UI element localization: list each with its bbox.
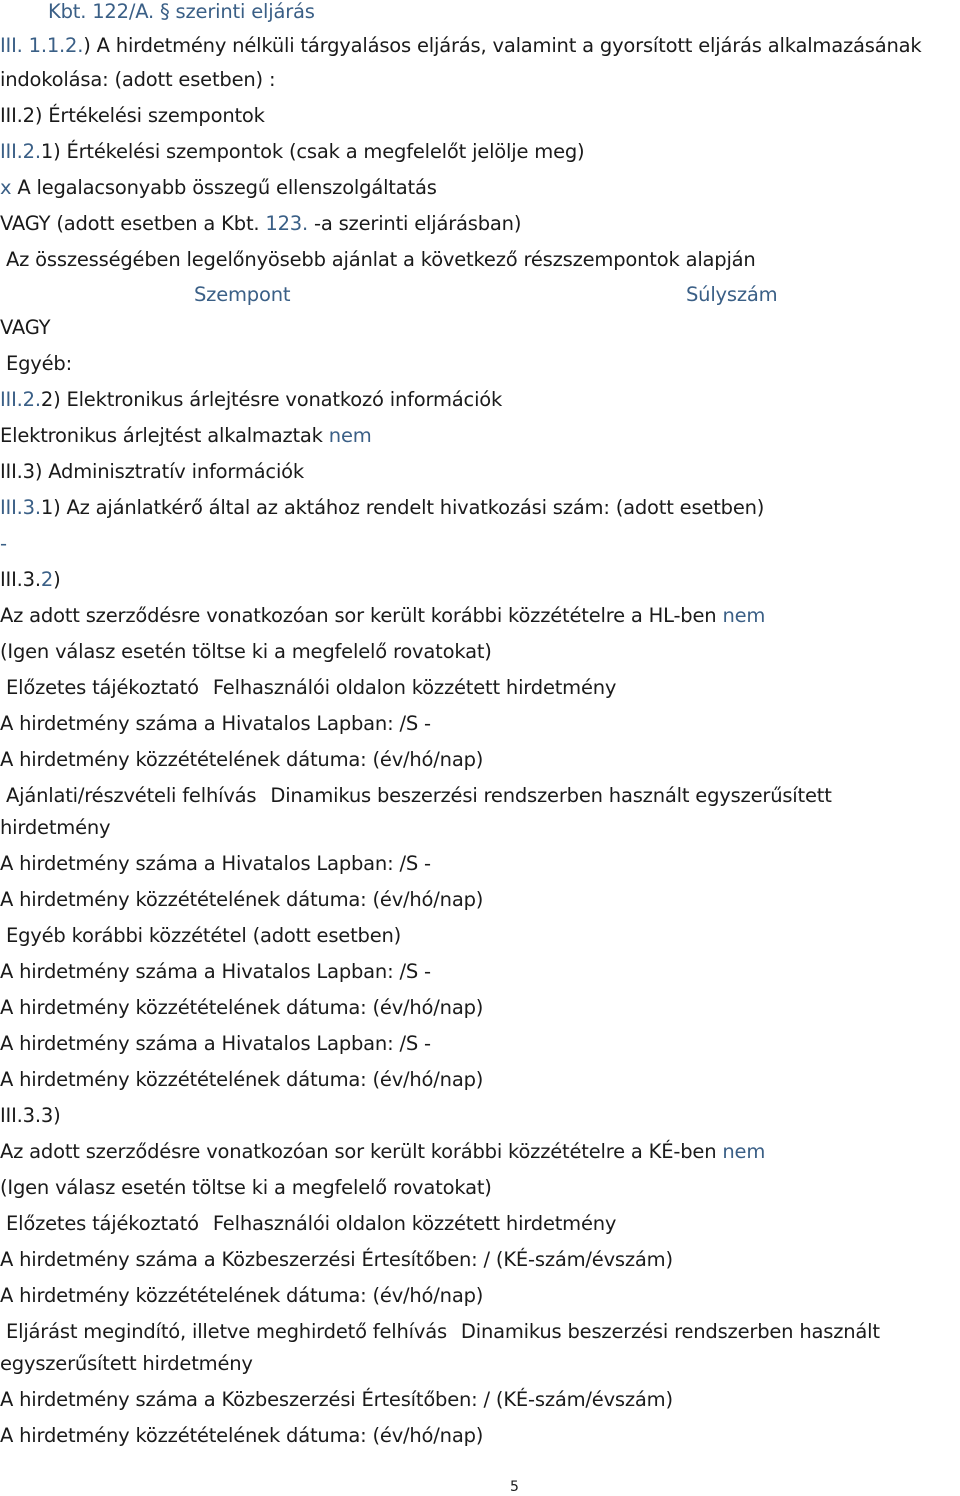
ke-notice-date-2: A hirdetmény közzétételének dátuma: (év/hó/nap) [0,1424,484,1447]
hl-notice-number-4: A hirdetmény száma a Hivatalos Lapban: /S - [0,1032,431,1055]
other-label: Egyéb: [6,352,72,375]
section-3-1-text: 1) Az ajánlatkérő által az aktához rendelt hivatkozási szám: (adott esetben) [40,496,765,519]
hl-answer: nem [722,604,766,627]
vagy-label: VAGY [0,316,51,339]
page-number: 5 [510,1479,519,1495]
section-1-1-2-number: III. 1.1.2. [0,34,84,57]
hl-question [0,604,765,628]
option-lowest-price [0,176,437,200]
ke-call-options [0,1316,930,1380]
hl-other-option: Egyéb korábbi közzététel (adott esetben) [6,924,402,947]
vagy-line [0,212,521,236]
ke-dps-option: Dinamikus beszerzési rendszerben használt egyszerűsített hirdetmény [0,1320,880,1375]
ke-prior-options [6,1212,616,1236]
section-sign-icon: § [160,0,170,23]
section-2-title: III.2) Értékelési szempontok [0,104,265,127]
ke-call-option: Eljárást megindító, illetve meghirdető felhívás [6,1320,447,1343]
ke-notice-number: A hirdetmény száma a Közbeszerzési Értesítőben: / (KÉ-szám/évszám) [0,1248,673,1271]
vagy-suffix: -a szerinti eljárásban) [308,212,522,235]
column-weight: Súlyszám [686,283,778,306]
section-3-3-title: III.3.3) [0,1104,61,1127]
reference-number-value: - [0,532,7,555]
hl-notice-number-2: A hirdetmény száma a Hivatalos Lapban: /S - [0,852,431,875]
ke-prior-info-option: Előzetes tájékoztató [6,1212,199,1235]
section-3-1-heading [0,496,764,520]
e-auction-label: Elektronikus árlejtést alkalmaztak [0,424,329,447]
option-lowest-price-label: A legalacsonyabb összegű ellenszolgáltatás [17,176,437,199]
ke-answer: nem [722,1140,766,1163]
hl-call-option: Ajánlati/részvételi felhívás [6,784,257,807]
ke-notice-date: A hirdetmény közzétételének dátuma: (év/hó/nap) [0,1284,484,1307]
option-best-value: Az összességében legelőnyösebb ajánlat a következő részszempontok alapján [6,248,756,271]
ke-hint: (Igen válasz esetén töltse ki a megfelelő rovatokat) [0,1176,492,1199]
hl-question-text: Az adott szerződésre vonatkozóan sor került korábbi közzétételre a HL-ben [0,604,723,627]
e-auction-value: nem [328,424,372,447]
hl-dps-option: Dinamikus beszerzési rendszerben használt egyszerűsített hirdetmény [0,784,832,839]
section-2-2-number: III.2. [0,388,41,411]
checked-mark: x [0,176,12,199]
column-criterion: Szempont [194,283,291,306]
section-1-1-2-cont: indokolása: (adott esetben) : [0,68,276,91]
section-2-1-heading [0,140,584,164]
ke-notice-number-2: A hirdetmény száma a Közbeszerzési Értesítőben: / (KÉ-szám/évszám) [0,1388,673,1411]
section-2-1-number: III.2. [0,140,41,163]
vagy-prefix: VAGY (adott esetben a Kbt. [0,212,266,235]
hl-buyer-profile-option: Felhasználói oldalon közzétett hirdetmény [212,676,617,699]
hl-notice-date-3: A hirdetmény közzétételének dátuma: (év/hó/nap) [0,996,484,1019]
header-line [48,0,315,24]
hl-notice-number-3: A hirdetmény száma a Hivatalos Lapban: /S - [0,960,431,983]
vagy-number: 123. [265,212,309,235]
header-suffix: szerinti eljárás [169,0,315,23]
header-prefix: Kbt. 122/A. [48,0,160,23]
section-2-2-text: 2) Elektronikus árlejtésre vonatkozó információk [40,388,503,411]
ke-question-text: Az adott szerződésre vonatkozóan sor került korábbi közzétételre a KÉ-ben [0,1140,723,1163]
e-auction-line [0,424,372,448]
ke-buyer-profile-option: Felhasználói oldalon közzétett hirdetmény [212,1212,617,1235]
ke-question [0,1140,765,1164]
section-3-1-number: III.3. [0,496,41,519]
section-1-1-2-text: ) A hirdetmény nélküli tárgyalásos eljárás, valamint a gyorsított eljárás alkalmazásának [83,34,922,57]
hl-prior-info-option: Előzetes tájékoztató [6,676,199,699]
hl-hint: (Igen válasz esetén töltse ki a megfelelő rovatokat) [0,640,492,663]
section-3-2-title: III.3.2) [0,568,61,591]
section-2-2-heading [0,388,502,412]
section-1-1-2-heading [0,34,921,58]
hl-prior-options [6,676,616,700]
hl-notice-date-4: A hirdetmény közzétételének dátuma: (év/hó/nap) [0,1068,484,1091]
hl-call-options [0,780,930,844]
section-2-1-text: 1) Értékelési szempontok (csak a megfelelőt jelölje meg) [40,140,585,163]
hl-notice-number: A hirdetmény száma a Hivatalos Lapban: /S - [0,712,431,735]
hl-notice-date: A hirdetmény közzétételének dátuma: (év/hó/nap) [0,748,484,771]
section-3-title: III.3) Adminisztratív információk [0,460,304,483]
hl-notice-date-2: A hirdetmény közzétételének dátuma: (év/hó/nap) [0,888,484,911]
